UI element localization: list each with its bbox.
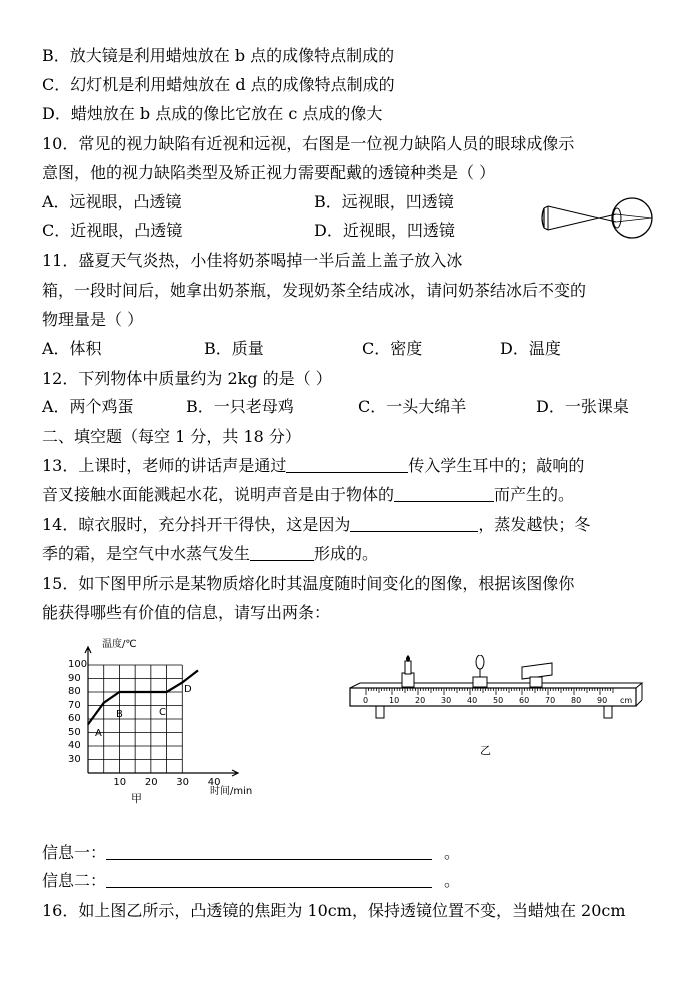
point-label-b: B — [116, 709, 123, 720]
lens-shape — [542, 208, 544, 228]
q11-line-2: 箱，一段时间后，她拿出奶茶瓶，发现奶茶全结成冰，请问奶茶结冰后不变的 — [42, 281, 587, 300]
info-2-label: 信息二： — [42, 871, 107, 890]
x-tick-30: 30 — [176, 777, 190, 788]
y-axis-label: 温度/℃ — [102, 639, 137, 650]
q13-text-2: 传入学生耳中的；敲响的 — [408, 456, 585, 475]
q11-line-3: 物理量是（ ） — [42, 310, 144, 329]
info-1-line — [42, 842, 460, 864]
y-tick-90: 90 — [68, 672, 81, 684]
ray-upper — [548, 206, 616, 222]
q14-line-2 — [42, 543, 378, 565]
q12-line: 12．下列物体中质量约为 2kg 的是（ ） — [42, 369, 332, 388]
bench-drawing — [346, 655, 646, 765]
y-tick-30: 30 — [68, 753, 81, 765]
x-axis — [88, 770, 238, 776]
q15-line-1: 15．如下图甲所示是某物质熔化时其温度随时间变化的图像，根据该图像你 — [42, 574, 575, 593]
q10-option-b: B．远视眼，凹透镜 — [314, 192, 454, 211]
x-axis-label: 时间/min — [210, 786, 253, 797]
section-2-heading: 二、填空题（每空 1 分，共 18 分） — [42, 427, 301, 446]
q10-option-c: C．近视眼，凸透镜 — [42, 221, 183, 240]
info-2-blank[interactable] — [106, 871, 432, 888]
point-label-d: D — [184, 684, 192, 695]
y-tick-50: 50 — [68, 726, 81, 738]
q10-line-1: 10．常见的视力缺陷有近视和远视，右图是一位视力缺陷人员的眼球成像示 — [42, 134, 575, 153]
q10-option-d: D．近视眼，凹透镜 — [314, 221, 455, 240]
bench-tick-40: 40 — [467, 696, 478, 705]
bench-leg-right — [604, 706, 612, 718]
x-tick-10: 10 — [113, 777, 127, 788]
y-tick-40: 40 — [68, 740, 81, 751]
q14-blank-2[interactable] — [250, 544, 314, 561]
bench-tick-10: 10 — [389, 696, 400, 705]
q14-blank-1[interactable] — [350, 515, 478, 532]
bench-tick-80: 80 — [571, 696, 582, 705]
q13-blank-1[interactable] — [286, 456, 408, 473]
q11-line-1: 11．盛夏天气炎热，小佳将奶茶喝掉一半后盖上盖子放入冰 — [42, 251, 463, 270]
candle — [405, 661, 411, 674]
q11-option-b: B．质量 — [204, 339, 264, 358]
q13-text-4: 而产生的。 — [494, 485, 575, 504]
q11-option-a: A．体积 — [42, 339, 102, 358]
option-b-line: B．放大镜是利用蜡烛放在 b 点的成像特点制成的 — [42, 46, 395, 65]
bench-tick-50: 50 — [493, 696, 504, 705]
eye-lens — [613, 208, 621, 228]
point-label-a: A — [95, 728, 102, 739]
point-label-c: C — [159, 707, 166, 718]
q12-option-c: C．一头大绵羊 — [358, 397, 467, 416]
bench-tick-30: 30 — [441, 696, 452, 705]
bench-tick-60: 60 — [519, 696, 530, 705]
bench-tick-90: 90 — [597, 696, 608, 705]
q10-option-a: A．远视眼，凸透镜 — [42, 192, 182, 211]
info-1-blank[interactable] — [106, 843, 432, 860]
optical-bench — [346, 655, 646, 765]
q11-option-d: D．温度 — [500, 339, 561, 358]
q12-option-d: D．一张课桌 — [536, 397, 629, 416]
q14-text-1: 14．晾衣服时，充分抖开干得快，这是因为 — [42, 515, 351, 534]
y-tick-80: 80 — [68, 686, 81, 697]
bench-caption: 乙 — [480, 744, 491, 757]
q14-line-1 — [42, 514, 590, 536]
q14-text-4: 形成的。 — [314, 544, 379, 563]
q13-blank-2[interactable] — [394, 485, 494, 502]
q13-text-1: 13．上课时，老师的讲话声是通过 — [42, 456, 287, 475]
q12-option-a: A．两个鸡蛋 — [42, 397, 134, 416]
info-2-period: 。 — [444, 871, 461, 890]
info-1-label: 信息一： — [42, 843, 107, 862]
y-tick-70: 70 — [68, 699, 81, 711]
convex-lens — [476, 655, 484, 669]
option-c-line: C．幻灯机是利用蜡烛放在 d 点的成像特点制成的 — [42, 75, 395, 94]
info-1-period: 。 — [444, 843, 461, 862]
q10-line-2: 意图，他的视力缺陷类型及矫正视力需要配戴的透镜种类是（ ） — [42, 163, 496, 182]
ray-lower — [548, 214, 616, 230]
graph-caption: 甲 — [131, 792, 142, 805]
y-tick-60: 60 — [68, 713, 81, 724]
chart-grid — [88, 665, 182, 773]
q14-text-3: 季的霜，是空气中水蒸气发生 — [42, 544, 251, 563]
graph-jia — [66, 633, 266, 813]
bench-tick-0: 0 — [363, 696, 369, 705]
x-tick-40: 40 — [207, 777, 221, 788]
bench-unit: cm — [620, 696, 633, 705]
screen-holder — [530, 677, 542, 687]
lens-holder — [473, 677, 487, 687]
eyeball — [612, 198, 652, 238]
bench-tick-70: 70 — [545, 696, 556, 705]
q11-option-c: C．密度 — [362, 339, 423, 358]
x-tick-20: 20 — [144, 777, 158, 788]
y-tick-100: 100 — [68, 659, 88, 670]
option-d-line: D．蜡烛放在 b 点成的像比它放在 c 点成的像大 — [42, 104, 383, 123]
q13-line-2 — [42, 484, 574, 506]
bench-leg-left — [376, 706, 384, 718]
q16-line: 16．如上图乙所示，凸透镜的焦距为 10cm，保持透镜位置不变，当蜡烛在 20cm — [42, 901, 626, 920]
q15-line-2: 能获得哪些有价值的信息，请写出两条： — [42, 603, 331, 622]
candle-holder — [402, 673, 414, 687]
q12-option-b: B．一只老母鸡 — [186, 397, 294, 416]
q13-text-3: 音叉接触水面能溅起水花，说明声音是由于物体的 — [42, 485, 395, 504]
bench-tick-20: 20 — [415, 696, 426, 705]
q14-text-2: ，蒸发越快；冬 — [478, 515, 591, 534]
eye-diagram — [536, 188, 656, 246]
info-2-line — [42, 870, 460, 892]
q13-line-1 — [42, 455, 584, 477]
